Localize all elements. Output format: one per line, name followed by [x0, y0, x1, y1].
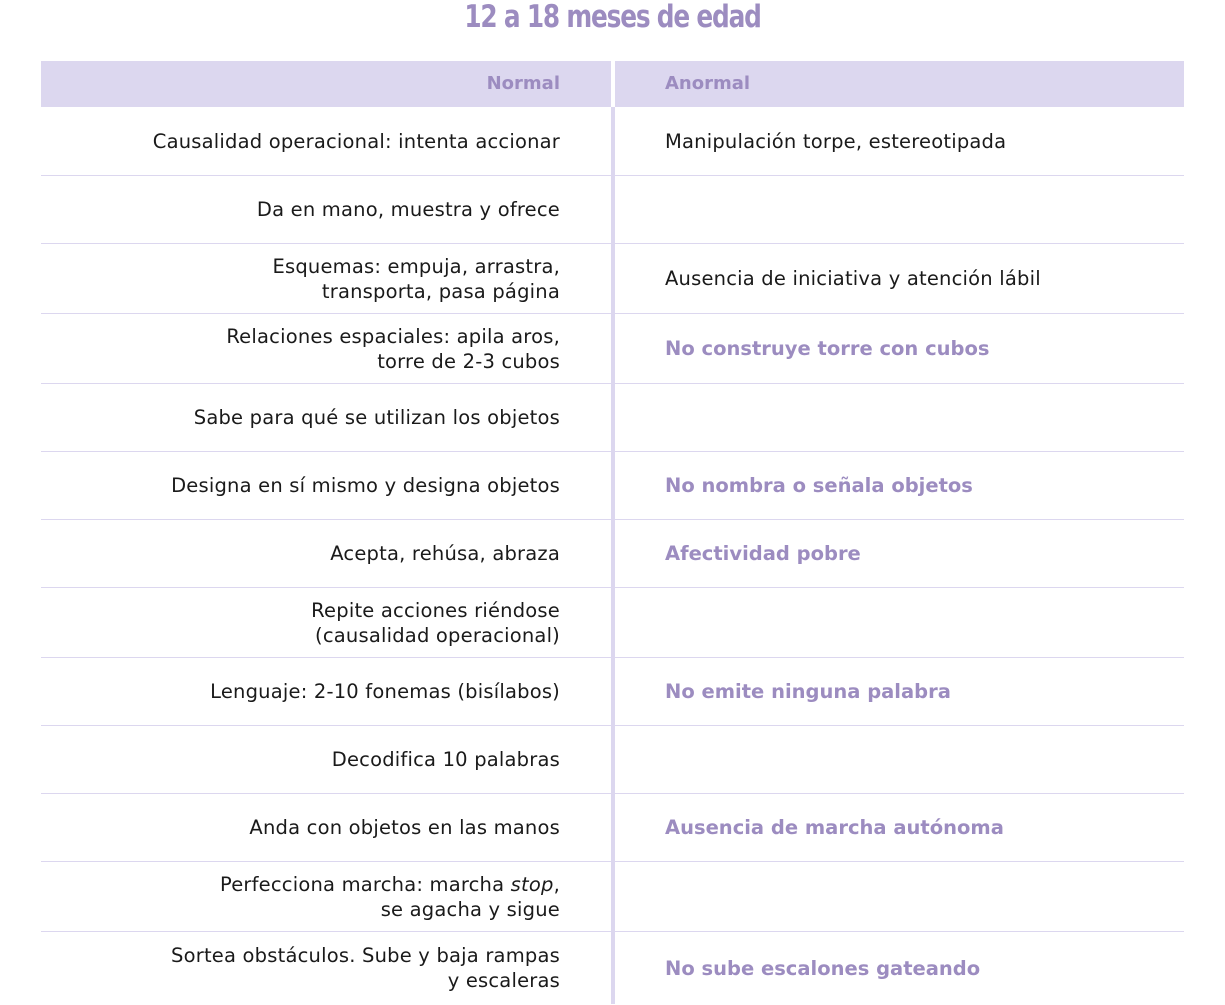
table-row: [41, 794, 1184, 862]
header-normal: Normal: [486, 73, 560, 94]
anormal-cell: No construye torre con cubos: [665, 337, 990, 360]
anormal-cell: No emite ninguna palabra: [665, 680, 951, 703]
anormal-cell: Manipulación torpe, estereotipada: [665, 129, 1007, 153]
normal-cell: Perfecciona marcha: marcha stop, se agacha y sigue: [219, 872, 560, 921]
normal-cell: Sabe para qué se utilizan los objetos: [193, 406, 560, 429]
anormal-cell: No nombra o señala objetos: [665, 474, 973, 497]
normal-cell: Repite acciones riéndose (causalidad operacional): [311, 598, 560, 647]
anormal-cell: [615, 588, 665, 657]
table-row: [41, 314, 1184, 384]
table-row: [41, 176, 1184, 244]
normal-cell: Decodifica 10 palabras: [331, 748, 560, 771]
header-anormal: Anormal: [665, 73, 751, 94]
anormal-cell: [615, 176, 665, 243]
table-row: [41, 862, 1184, 932]
anormal-cell: [615, 726, 665, 793]
normal-cell: Acepta, rehúsa, abraza: [330, 542, 560, 565]
anormal-cell: Ausencia de marcha autónoma: [665, 816, 1004, 839]
table-row: [41, 452, 1184, 520]
table-row: [41, 932, 1184, 1004]
table-row: [41, 520, 1184, 588]
normal-cell: Designa en sí mismo y designa objetos: [171, 474, 560, 497]
page-title: 12 a 18 meses de edad: [464, 0, 761, 35]
normal-cell: Esquemas: empuja, arrastra, transporta, pasa página: [272, 254, 560, 303]
table-row: [41, 244, 1184, 314]
table-row: [41, 726, 1184, 794]
normal-cell: Sortea obstáculos. Sube y baja rampas y escaleras: [171, 944, 560, 992]
table-row: [41, 588, 1184, 658]
normal-cell: Anda con objetos en las manos: [249, 816, 560, 839]
anormal-cell: [615, 862, 665, 931]
table-row: [41, 384, 1184, 452]
header-divider: [611, 61, 615, 107]
normal-cell: Causalidad operacional: intenta accionar: [152, 129, 560, 153]
anormal-cell: No sube escalones gateando: [665, 956, 981, 980]
table-row: [41, 658, 1184, 726]
normal-cell: Da en mano, muestra y ofrece: [256, 198, 560, 221]
anormal-cell: Ausencia de iniciativa y atención lábil: [665, 267, 1041, 290]
milestones-table: [41, 61, 1184, 1004]
anormal-cell: [615, 384, 665, 451]
table-header: [41, 61, 1184, 107]
normal-cell: Relaciones espaciales: apila aros, torre de 2-3 cubos: [226, 324, 560, 373]
normal-cell: Lenguaje: 2-10 fonemas (bisílabos): [210, 680, 560, 703]
table-row: [41, 107, 1184, 176]
anormal-cell: Afectividad pobre: [665, 542, 861, 565]
